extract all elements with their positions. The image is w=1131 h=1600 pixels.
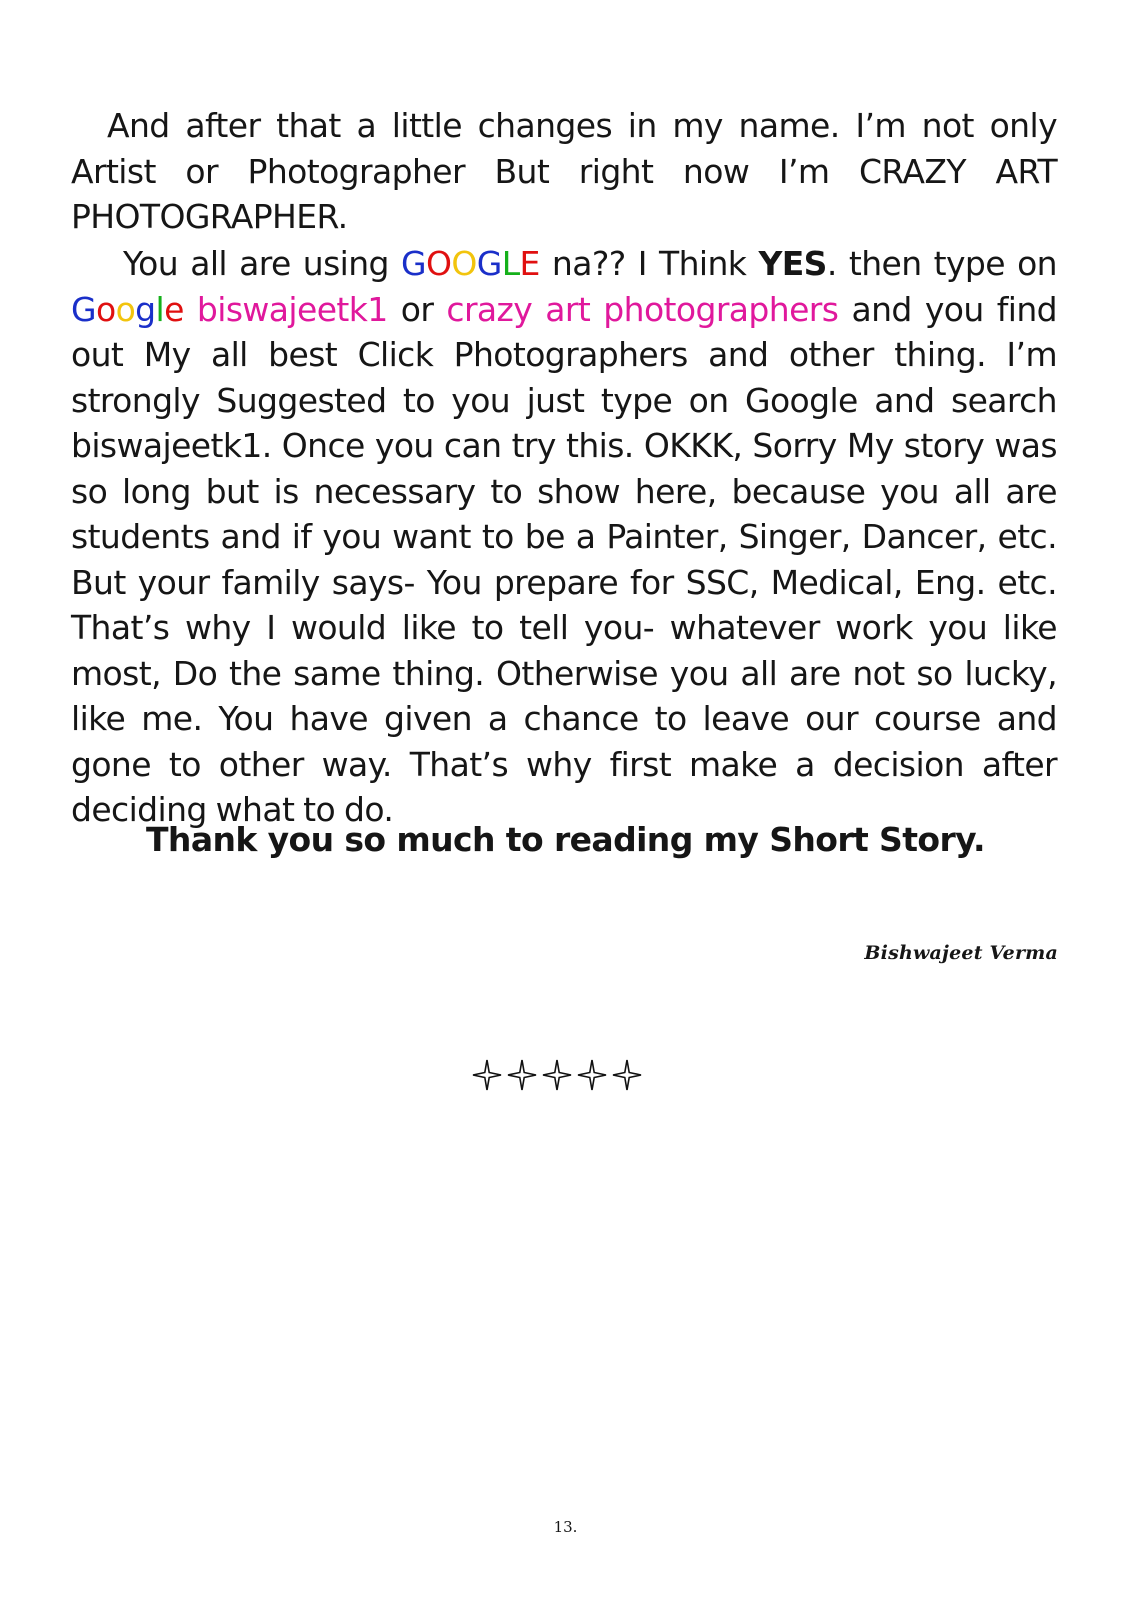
google-letter: E xyxy=(519,244,540,283)
google-letter: O xyxy=(451,244,477,283)
four-point-star-icon xyxy=(542,1058,572,1092)
google-small-letter: o xyxy=(115,289,136,329)
google-letter: G xyxy=(401,244,426,283)
paragraph-1 xyxy=(71,103,1057,240)
google-colored-word-small xyxy=(71,290,184,329)
star-ornament xyxy=(472,1058,642,1092)
paragraph-2-rest: and you find out My all best Click Photographers and other thing. I’m strongly Suggested to you just type on Google and search biswajeetk1. Once you can try this. OKKK, Sorry My story was so long but is necessary to show here, because you all are students and if you want to be a Painter, Singer, Dancer, etc. But your family says- You prepare for SSC, Medical, Eng. etc. That’s why I would like to tell you- whatever work you like most, Do the same thing. Otherwise you all are not so lucky, like me. You have given a chance to leave our course and gone to other way. That’s why first make a decision after deciding what to do. xyxy=(71,289,1057,829)
thank-you-heading: Thank you so much to reading my Short Story. xyxy=(146,820,985,859)
google-letter: O xyxy=(426,244,452,283)
paragraph-1-text: And after that a little changes in my name. I’m not only Artist or Photographer But right now I’m CRAZY ART PHOTOGRAPHER. xyxy=(71,106,1057,236)
google-letter: G xyxy=(476,244,502,283)
search-term-crazy-art-photographers: crazy art photographers xyxy=(446,289,839,329)
google-letter: L xyxy=(501,244,520,283)
four-point-star-icon xyxy=(507,1058,537,1092)
paragraph-2-intro: You all are using xyxy=(123,244,402,283)
four-point-star-icon xyxy=(612,1058,642,1092)
google-colored-word xyxy=(401,244,540,283)
paragraph-2 xyxy=(71,241,1057,833)
yes-bold-text: YES xyxy=(758,244,827,283)
google-small-letter: l xyxy=(155,289,165,329)
page-number: 13. xyxy=(553,1518,578,1536)
paragraph-2-after-google: na?? I Think xyxy=(539,244,759,283)
google-small-letter: G xyxy=(71,289,96,329)
paragraph-2-then-type: . then type on xyxy=(826,244,1057,283)
four-point-star-icon xyxy=(577,1058,607,1092)
google-small-letter: g xyxy=(135,289,156,329)
search-term-biswajeetk1: biswajeetk1 xyxy=(196,289,388,329)
google-small-letter: o xyxy=(95,289,116,329)
author-signature: Bishwajeet Verma xyxy=(864,942,1058,964)
google-small-letter: e xyxy=(164,289,184,329)
four-point-star-icon xyxy=(472,1058,502,1092)
paragraph-2-or: or xyxy=(387,289,447,329)
